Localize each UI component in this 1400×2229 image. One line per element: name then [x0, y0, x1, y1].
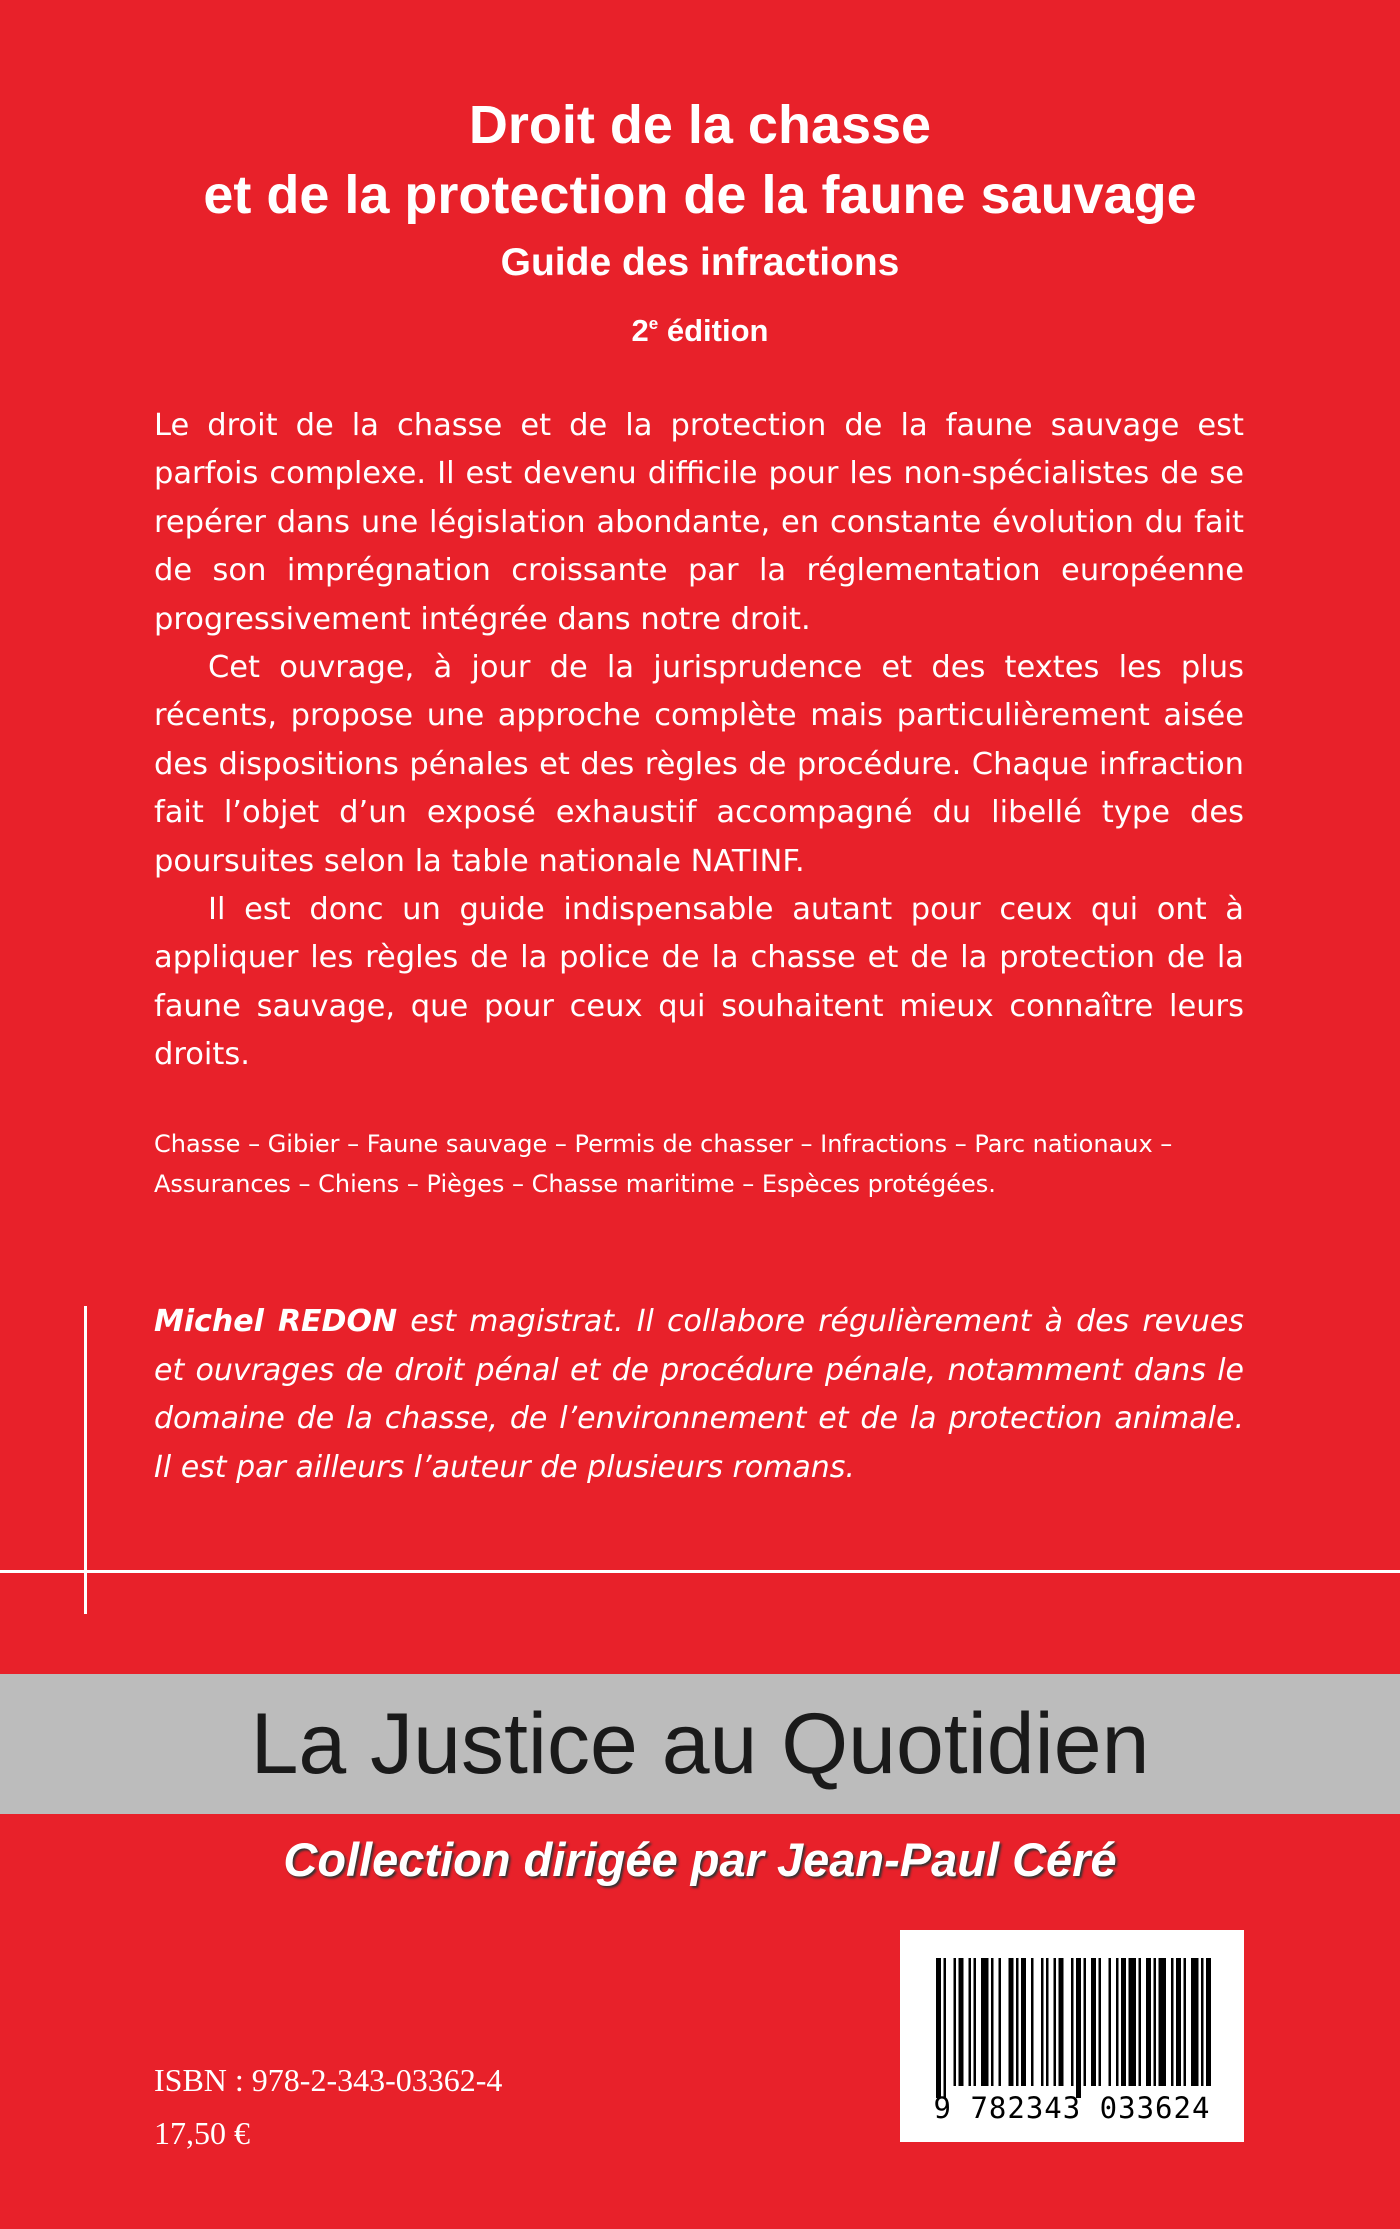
barcode-bar: [1176, 1958, 1181, 2086]
barcode-bar: [1009, 1958, 1014, 2086]
author-horizontal-rule: [0, 1570, 1400, 1573]
description-paragraph-2: Cet ouvrage, à jour de la jurisprudence et des textes les plus récents, propose une approche complète mais particulièrement aisée des dispositions pénales et des règles de procédure. Chaque infraction fait l’objet d’un exposé exhaustif accompagné du libellé type des poursuites selon la table nationale NATINF.: [154, 650, 1244, 879]
barcode-bar: [1206, 1958, 1211, 2086]
barcode-bar: [1071, 1958, 1074, 2086]
author-bio: [154, 1298, 1244, 1492]
edition-word: édition: [658, 313, 769, 348]
edition-label: [0, 302, 1400, 353]
keywords-line-1: Chasse – Gibier – Faune sauvage – Permis de chasser – Infractions – Parc nationaux –: [154, 1130, 1173, 1158]
edition-number: 2: [631, 313, 649, 348]
barcode-bar: [1054, 1958, 1057, 2086]
barcode-bar: [1159, 1958, 1167, 2086]
barcode-bar: [1016, 1958, 1019, 2086]
barcode-bar: [1139, 1958, 1142, 2086]
barcode-bar: [974, 1958, 977, 2086]
barcode-bar: [1129, 1958, 1137, 2086]
barcode-bar: [981, 1958, 989, 2086]
barcode-bar: [1109, 1958, 1112, 2086]
barcode-bar: [1121, 1958, 1126, 2086]
description-paragraph-1: Le droit de la chasse et de la protection de la faune sauvage est parfois complexe. Il est devenu difficile pour les non-spécialistes de se repérer dans une législation abondante, en constante évolution du fait de son imprégnation croissante par la réglementation européenne progressivement intégrée dans notre droit.: [154, 408, 1244, 637]
description-paragraph-3: Il est donc un guide indispensable autant pour ceux qui ont à appliquer les règles de la police de la chasse et de la protection de la faune sauvage, que pour ceux qui souhaitent mieux connaître leurs droits.: [154, 892, 1244, 1073]
barcode-digits: 9 782343 033624: [933, 2091, 1211, 2125]
author-vertical-rule: [84, 1306, 87, 1614]
barcode-bar: [999, 1958, 1002, 2086]
book-subtitle: Guide des infractions: [500, 241, 900, 284]
book-title-line-2: et de la protection de la faune sauvage: [203, 165, 1197, 225]
barcode-bar: [1154, 1958, 1157, 2086]
series-title: La Justice au Quotidien: [250, 1696, 1150, 1792]
barcode-bar: [1091, 1958, 1096, 2086]
barcode-bar: [1084, 1958, 1087, 2086]
barcode: [900, 1930, 1244, 2142]
title-block: [0, 90, 1400, 353]
barcode-bar: [969, 1958, 972, 2086]
collection-editor: Collection dirigée par Jean-Paul Céré: [283, 1833, 1117, 1886]
barcode-bar: [1116, 1958, 1119, 2086]
barcode-bar: [1099, 1958, 1102, 2086]
edition-superscript: e: [648, 314, 659, 333]
barcode-bar: [1059, 1958, 1064, 2086]
barcode-bar: [1076, 1958, 1081, 2098]
book-title-line-1: Droit de la chasse: [468, 95, 932, 155]
barcode-bar: [1171, 1958, 1174, 2086]
barcode-bar: [1191, 1958, 1199, 2086]
keywords: [154, 1124, 1254, 1204]
keywords-line-2: Assurances – Chiens – Pièges – Chasse maritime – Espèces protégées.: [154, 1170, 996, 1198]
author-name: Michel REDON: [154, 1304, 398, 1339]
barcode-bar: [1046, 1958, 1049, 2086]
barcode-bar: [1041, 1958, 1044, 2086]
barcode-bar: [936, 1958, 941, 2098]
barcode-bar: [1031, 1958, 1034, 2086]
isbn: ISBN : 978-2-343-03362-4: [154, 2062, 503, 2098]
author-bio-text: est magistrat. Il collabore régulièrement à des revues et ouvrages de droit pénal et de procédure pénale, notamment dans le domaine de la chasse, de l’environnement et de la protection animale. Il est par ailleurs l’auteur de plusieurs romans.: [154, 1304, 1244, 1485]
barcode-bar: [1021, 1958, 1026, 2086]
barcode-bar: [954, 1958, 957, 2086]
description: [154, 402, 1244, 1080]
barcode-bar: [1184, 1958, 1187, 2086]
barcode-bar: [1146, 1958, 1151, 2086]
barcode-bar: [944, 1958, 947, 2098]
barcode-bar: [1201, 1958, 1204, 2086]
price: 17,50 €: [154, 2115, 250, 2151]
barcode-bar: [991, 1958, 994, 2086]
barcode-bar: [959, 1958, 964, 2086]
